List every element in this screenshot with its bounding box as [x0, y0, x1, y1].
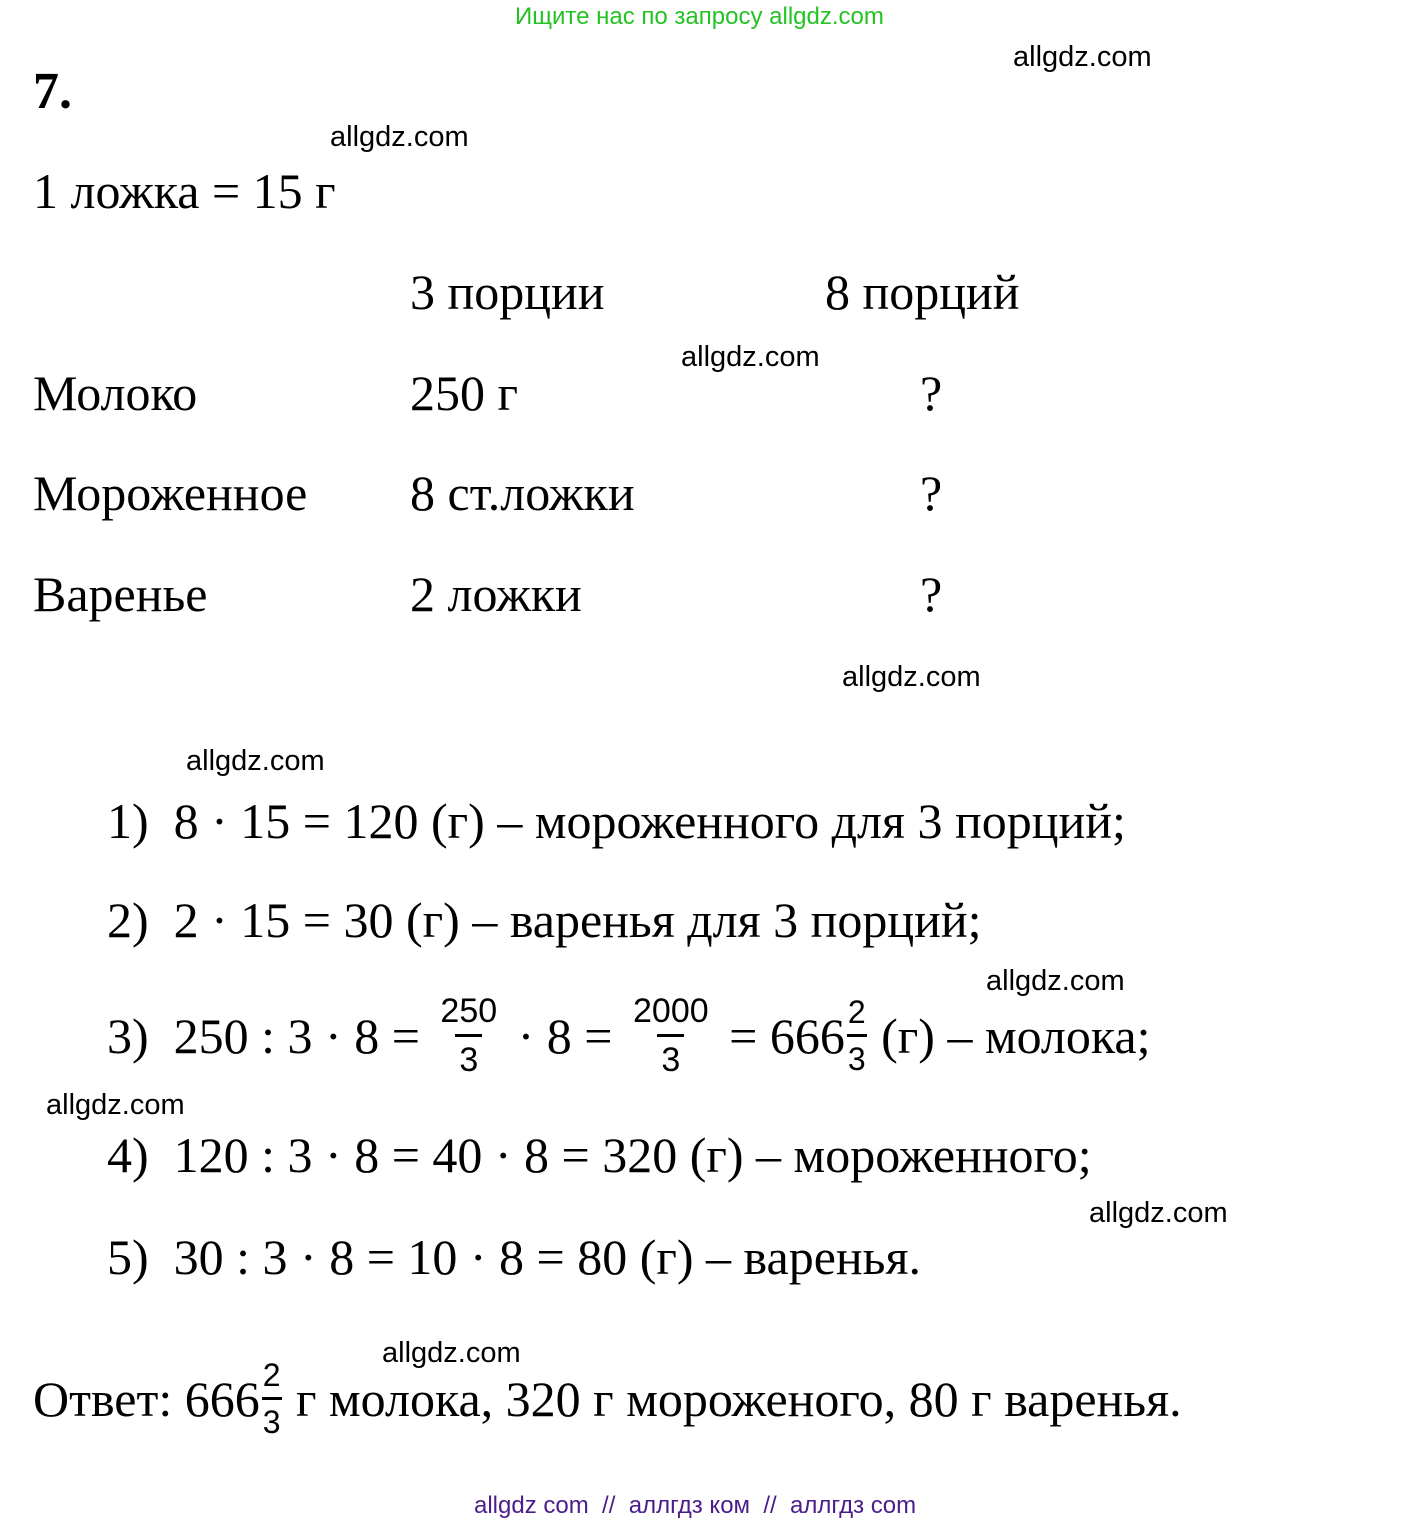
header-banner: Ищите нас по запросу allgdz.com [515, 3, 884, 30]
milk-3-portions: 250 г [410, 365, 519, 421]
step-3 [107, 992, 1151, 1083]
step-number: 3) [107, 1007, 149, 1064]
step-number: 5) [107, 1229, 149, 1285]
watermark: allgdz.com [681, 341, 820, 373]
fraction-numerator: 2000 [633, 992, 709, 1030]
step-text: 30 : 3 · 8 = 10 · 8 = 80 (г) – варенья. [173, 1229, 921, 1285]
row-label-milk: Молоко [33, 365, 198, 421]
answer-line [33, 1357, 1182, 1444]
answer-prefix: Ответ: 666 [33, 1370, 260, 1427]
step-number: 2) [107, 892, 149, 948]
step-text: 2 · 15 = 30 (г) – варенья для 3 порций; [173, 892, 982, 948]
step-text: 8 · 15 = 120 (г) – мороженного для 3 порций; [173, 793, 1126, 849]
fraction-2-over-3 [847, 996, 867, 1075]
fraction-denominator: 3 [657, 1034, 684, 1077]
conversion-note: 1 ложка = 15 г [33, 163, 336, 219]
column-header-3-portions: 3 порции [410, 264, 605, 320]
fraction-denominator: 3 [455, 1034, 482, 1077]
task-number: 7. [33, 63, 72, 120]
step-3-expression-part1: 250 : 3 · 8 = [173, 1007, 420, 1064]
step-3-expression-part3: = 666 [729, 1007, 845, 1064]
answer-suffix: г молока, 320 г мороженого, 80 г варенья. [296, 1370, 1182, 1427]
step-1 [107, 793, 1126, 849]
column-header-8-portions: 8 порций [825, 264, 1020, 320]
step-number: 4) [107, 1127, 149, 1183]
step-3-expression-part2: · 8 = [517, 1007, 613, 1064]
watermark: allgdz.com [46, 1089, 185, 1121]
row-label-jam: Варенье [33, 566, 208, 622]
footer-links: allgdz com // аллгдз ком // аллгдз com [474, 1492, 917, 1519]
step-4 [107, 1127, 1092, 1183]
milk-8-portions: ? [920, 365, 943, 421]
watermark: allgdz.com [330, 121, 469, 153]
watermark: allgdz.com [986, 965, 1125, 997]
watermark: allgdz.com [1089, 1197, 1228, 1229]
fraction-numerator: 250 [440, 992, 498, 1030]
ice-cream-8-portions: ? [920, 465, 943, 521]
watermark: allgdz.com [186, 745, 325, 777]
row-label-ice-cream: Мороженное [33, 465, 308, 521]
jam-3-portions: 2 ложки [410, 566, 582, 622]
fraction-denominator: 3 [262, 1397, 282, 1438]
step-2 [107, 892, 982, 948]
ice-cream-3-portions: 8 ст.ложки [410, 465, 635, 521]
watermark: allgdz.com [1013, 41, 1152, 73]
step-3-expression-part4: (г) – молока; [881, 1007, 1151, 1064]
step-number: 1) [107, 793, 149, 849]
fraction-denominator: 3 [847, 1034, 867, 1075]
answer-fraction [262, 1359, 282, 1438]
step-5 [107, 1229, 921, 1285]
watermark: allgdz.com [842, 661, 981, 693]
watermark: allgdz.com [382, 1337, 521, 1369]
jam-8-portions: ? [920, 566, 943, 622]
step-text: 120 : 3 · 8 = 40 · 8 = 320 (г) – мороженного; [173, 1127, 1092, 1183]
fraction-numerator: 2 [262, 1357, 281, 1393]
fraction-250-over-3 [436, 994, 501, 1077]
fraction-numerator: 2 [847, 994, 866, 1030]
fraction-2000-over-3 [629, 994, 713, 1077]
